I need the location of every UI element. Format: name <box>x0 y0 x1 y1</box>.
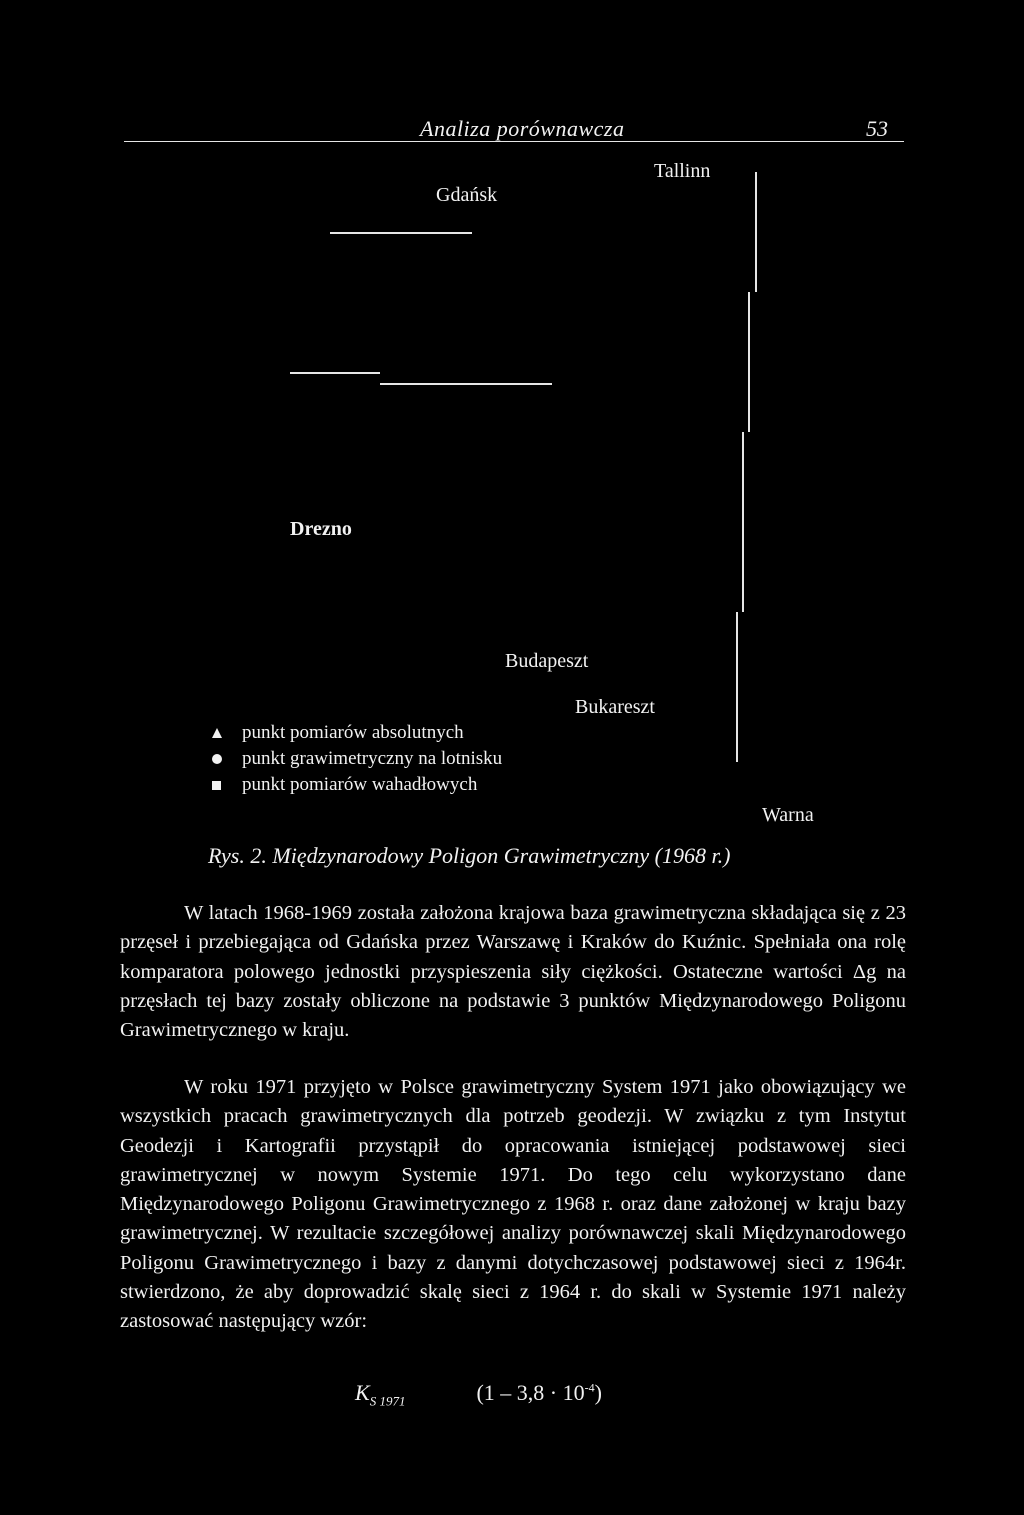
legend-label: punkt pomiarów absolutnych <box>242 722 464 743</box>
formula-subscript: S 1971 <box>369 1393 406 1409</box>
legend-item-airport <box>212 748 502 770</box>
triangle-icon <box>212 728 222 738</box>
city-label-warna: Warna <box>762 804 814 826</box>
legend-label: punkt pomiarów wahadłowych <box>242 774 478 795</box>
city-label-gdansk: Gdańsk <box>436 184 498 206</box>
paragraph-2-text: W roku 1971 przyjęto w Polsce grawimetryczny System 1971 jako obowiązujący we wszystkich pracach grawimetrycznych dla potrzeb geodezji. W związku z tym Instytut Geodezji i Kartografii przystąpił do opracowania istniejącej podstawowej sieci grawimetrycznej w nowym Systemie 1971. Do tego celu wykorzystano dane Międzynarodowego Poligonu Grawimetrycznego z 1968 r. oraz dane założonej w kraju bazy grawimetrycznej. W rezultacie szczegółowej analizy porównawczej skali Międzynarodowego Poligonu Grawimetrycznego i bazy z danymi dotychczasowej podstawowej sieci z 1964r. stwierdzono, że aby doprowadzić skalę sieci z 1964 r. do skali w Systemie 1971 należy zastosować następujący wzór: <box>120 1076 906 1333</box>
circle-icon <box>212 754 222 764</box>
survey-line-tallinn-warna-d <box>736 612 738 762</box>
figure-caption <box>208 843 730 869</box>
formula-symbol: K <box>355 1380 370 1405</box>
survey-line-gdansk <box>330 232 472 234</box>
city-label-drezno: Drezno <box>290 518 352 540</box>
survey-line-central <box>290 372 380 374</box>
formula <box>355 1380 602 1409</box>
survey-line-tallinn-warna <box>755 172 757 292</box>
city-label-budapeszt: Budapeszt <box>505 650 589 672</box>
running-header-title: Analiza porównawcza <box>420 116 625 141</box>
formula-factor: (1 – 3,8 · 10 <box>476 1380 585 1405</box>
survey-line-central-b <box>380 383 552 385</box>
legend-item-pendulum <box>212 774 477 796</box>
paragraph-2 <box>120 1073 906 1337</box>
caption-text: Międzynarodowy Poligon Grawimetryczny (1968 r.) <box>272 843 731 868</box>
page-number: 53 <box>866 116 888 141</box>
formula-exponent: -4 <box>584 1380 595 1395</box>
city-label-tallinn: Tallinn <box>654 160 711 182</box>
legend-item-absolute <box>212 722 464 744</box>
paragraph-1-text: W latach 1968-1969 została założona krajowa baza grawimetryczna składająca się z 23 przęseł i przebiegająca od Gdańska przez Warszawę i Kraków do Kuźnic. Spełniała ona rolę komparatora polowego jednostki przyspieszenia siły ciężkości. Ostateczne wartości Δg na przęsłach tej bazy zostały obliczone na podstawie 3 punktów Międzynarodowego Poligonu Grawimetrycznego w kraju. <box>120 902 906 1042</box>
survey-line-tallinn-warna-b <box>748 292 750 432</box>
survey-line-tallinn-warna-c <box>742 432 744 612</box>
formula-close: ) <box>594 1380 602 1405</box>
caption-prefix: Rys. 2. <box>208 843 267 868</box>
city-label-bukareszt: Bukareszt <box>575 696 655 718</box>
paragraph-1 <box>120 899 906 1045</box>
square-icon <box>212 781 221 790</box>
legend-label: punkt grawimetryczny na lotnisku <box>242 748 503 769</box>
